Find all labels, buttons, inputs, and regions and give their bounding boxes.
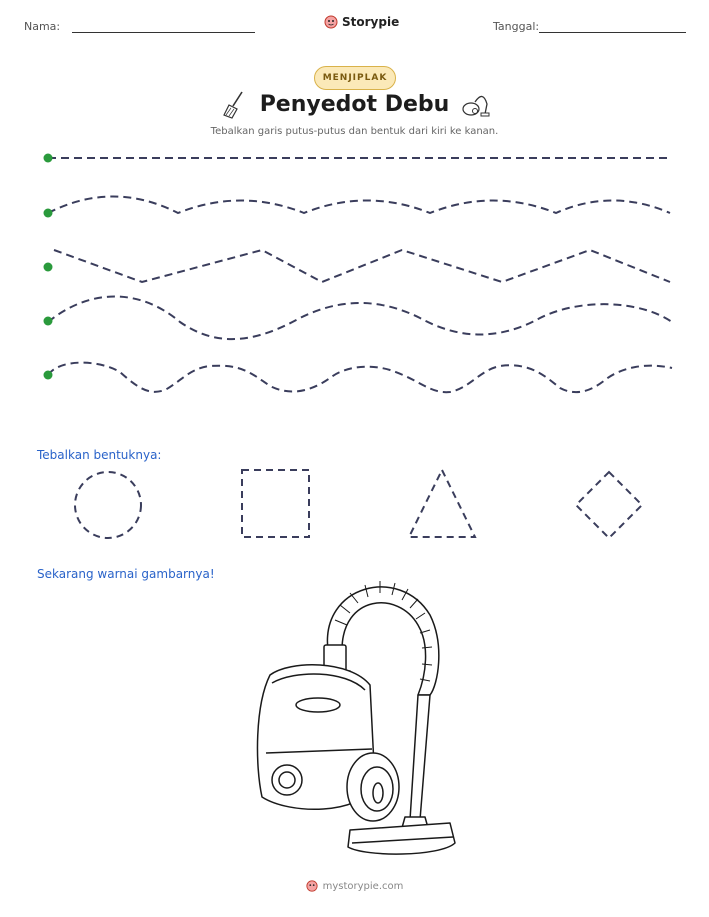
trace-triangle[interactable] <box>409 470 475 537</box>
tracing-line-bumpy-wave[interactable] <box>48 363 672 393</box>
start-dot <box>44 317 53 326</box>
name-label: Nama: <box>24 20 61 33</box>
footer-url[interactable]: mystorypie.com <box>322 880 404 892</box>
footer <box>0 880 709 892</box>
vacuum-icon <box>461 92 491 118</box>
tracing-line-wave[interactable] <box>48 297 672 340</box>
brand-name: Storypie <box>342 15 400 29</box>
vacuum-coloring-picture[interactable] <box>250 575 465 865</box>
storypie-logo-icon <box>306 880 318 892</box>
start-dot <box>44 209 53 218</box>
storypie-logo-icon <box>324 15 338 29</box>
trace-circle[interactable] <box>75 472 141 538</box>
shape-tracing-area <box>0 460 709 550</box>
brand-logo <box>324 15 399 29</box>
name-line[interactable] <box>72 32 255 33</box>
date-line[interactable] <box>539 32 686 33</box>
start-dot <box>44 263 53 272</box>
tracing-line-zigzag[interactable] <box>54 250 670 282</box>
worksheet-badge: MENJIPLAK <box>314 66 396 90</box>
date-label: Tanggal: <box>493 20 540 33</box>
coloring-heading: Sekarang warnai gambarnya! <box>37 567 215 581</box>
start-dot <box>44 371 53 380</box>
tracing-area <box>0 140 709 400</box>
start-dot <box>44 154 53 163</box>
instructions: Tebalkan garis putus-putus dan bentuk dari kiri ke kanan. <box>210 126 499 137</box>
tracing-line-gentle-wave[interactable] <box>48 197 670 214</box>
page-title: Penyedot Debu <box>259 92 450 117</box>
trace-square[interactable] <box>242 470 309 537</box>
shapes-heading: Tebalkan bentuknya: <box>37 448 162 462</box>
trace-diamond[interactable] <box>576 472 642 538</box>
